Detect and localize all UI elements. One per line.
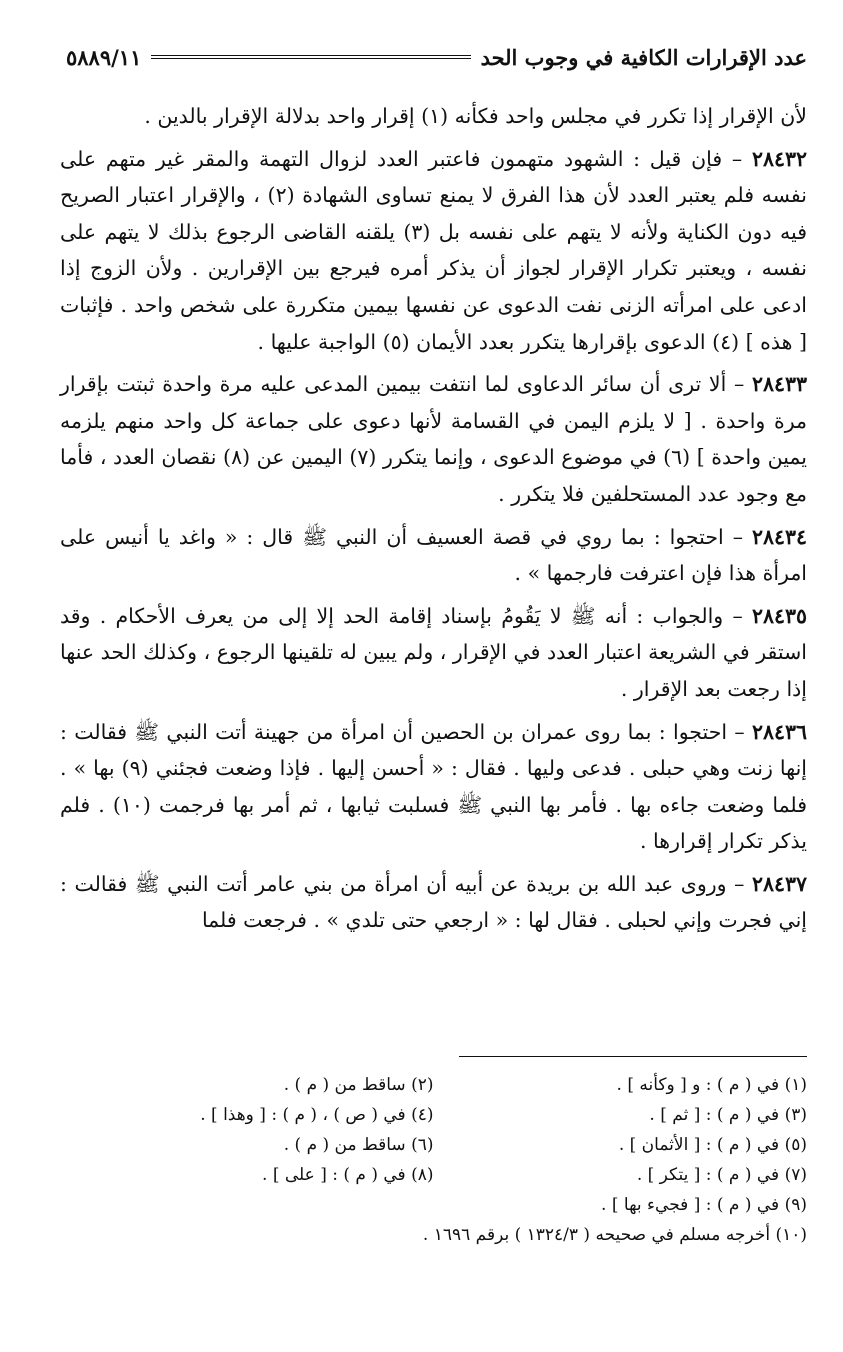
paragraph [60,366,807,512]
paragraph-text: لأن الإقرار إذا تكرر في مجلس واحد فكأنه (١) إقرار واحد بدلالة الإقرار بالدين . [144,104,807,128]
footnote-row [60,1100,807,1130]
paragraph-text: – احتجوا : بما روي في قصة العسيف أن النبي ﷺ قال : « واغد يا أنيس على امرأة هذا فإن اعترفت فارجمها » . [60,524,807,586]
footnote: (١٠) أخرجه مسلم في صحيحه ( ١٣٢٤/٣ ) برقم ١٦٩٦ . [422,1225,807,1245]
footnote: (٤) في ( ص ) ، ( م ) : [ وهذا ] . [200,1105,434,1125]
paragraph [60,98,807,135]
paragraph [60,714,807,860]
footnote: (٣) في ( م ) : [ ثم ] . [649,1105,807,1125]
header-page-ref: ٥٨٨٩/١١ [66,44,142,70]
main-text [60,98,807,945]
footnote: (٥) في ( م ) : [ الأثمان ] . [618,1135,807,1155]
paragraph-text: – احتجوا : بما روى عمران بن الحصين أن امرأة من جهينة أتت النبي ﷺ فقالت : إنها زنت وهي حبلى . فدعى وليها . فقال : « أحسن إليها . فإذا وضعت فجئني (٩) بها » . فلما وضعت جاءه بها . فأمر بها النبي ﷺ فسلبت ثيابها ، ثم أمر بها فرجمت (١٠) . فلم يذكر تكرار إقرارها . [60,719,808,854]
paragraph-number: ٢٨٤٣٥ [751,603,807,628]
header-rule [151,55,470,59]
footnote: (٩) في ( م ) : [ فجيء بها ] . [601,1195,807,1215]
paragraph-number: ٢٨٤٣٦ [751,719,807,744]
paragraph [60,519,807,592]
footnote: (٨) في ( م ) : [ على ] . [262,1165,434,1185]
footnote-separator [459,1056,807,1057]
paragraph-number: ٢٨٤٣٤ [751,524,807,549]
header-title: عدد الإقرارات الكافية في وجوب الحد [480,44,807,70]
running-header [66,40,807,74]
footnote-row [60,1130,807,1160]
footnote: (٦) ساقط من ( م ) . [283,1135,434,1155]
paragraph-text: – والجواب : أنه ﷺ لا يَقُومُ بإسناد إقامة الحد إلا إلى من يعرف الأحكام . وقد استقر في الشريعة اعتبار العدد في الإقرار ، ولم يبين له تلقينها الرجوع ، وكذلك الحد عنها إذا رجعت بعد الإقرار . [60,603,807,701]
paragraph-text: – وروى عبد الله بن بريدة عن أبيه أن امرأة من بني عامر أتت النبي ﷺ فقالت : إني فجرت وإني لحبلى . فقال لها : « ارجعي حتى تلدي » . فرجعت فلما [60,871,807,933]
footnotes [60,1070,807,1250]
paragraph-text: – ألا ترى أن سائر الدعاوى لما انتفت بيمين المدعى عليه مرة واحدة ثبتت بإقرار مرة واحدة . [ لا يلزم اليمن في القسامة لأنها دعوى على جماعة كل واحد منهم يلزمه يمين واحدة ] (٦) في موضوع الدعوى ، وإنما يتكرر (٧) اليمين عن (٨) نقصان العدد ، فأما مع وجود عدد المستحلفين فلا يتكرر . [60,372,807,506]
paragraph [60,598,807,708]
footnote-row [60,1070,807,1100]
paragraph [60,866,807,939]
paragraph [60,141,807,361]
paragraph-number: ٢٨٤٣٢ [751,146,807,171]
footnote: (١) في ( م ) : و [ وكأنه ] . [616,1075,807,1095]
footnote: (٢) ساقط من ( م ) . [283,1075,434,1095]
paragraph-number: ٢٨٤٣٧ [751,871,807,896]
paragraph-text: – فإن قيل : الشهود متهمون فاعتبر العدد لزوال التهمة والمقر غير متهم على نفسه فلم يعتبر العدد لأن هذا الفرق لا يمنع تساوى الشهادة (٢) ، والإقرار اعتبار الصريح فيه دون الكناية ولأنه لا يتهم على نفسه بل (٣) يلقنه القاضى الرجوع بذلك لا يتهم على نفسه ، ويعتبر تكرار الإقرار لجواز أن يذكر أمره فيرجع بين الإقرارين . ولأن الزوج إذا ادعى على امرأته الزنى نفت الدعوى عن نفسها بيمين متكررة على شخص واحد . فإثبات [ هذه ] (٤) الدعوى بإقرارها يتكرر بعدد الأيمان (٥) الواجبة عليها . [60,146,807,354]
paragraph-number: ٢٨٤٣٣ [751,372,807,397]
footnote-row [60,1160,807,1190]
footnote: (٧) في ( م ) : [ يتكر ] . [636,1165,807,1185]
